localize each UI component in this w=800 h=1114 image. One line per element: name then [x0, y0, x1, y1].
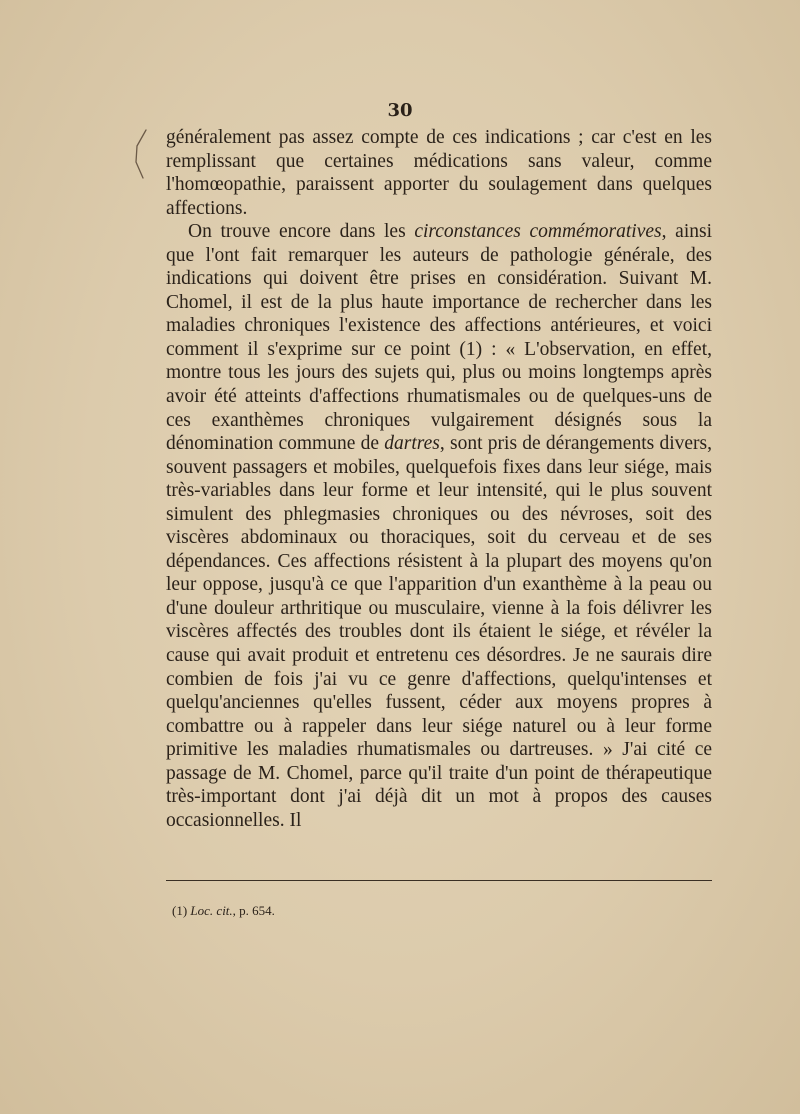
footnote-page: , p. 654.: [232, 903, 275, 918]
footnote-separator: [166, 880, 712, 881]
text-run: , sont pris de dérangements divers, souvent passagers et mobiles, quelquefois fixes dans leur siége, mais très-variables dans leur forme et leur intensité, qui le plus souvent simulent des phlegmasies chroniques ou des névroses, soit des viscères abdominaux ou thoraciques, soit du cerveau et de ses dépendances. Ces affections résistent à la plupart des moyens qu'on leur oppose, jusqu'à ce que l'apparition d'un exanthème à la peau ou d'une douleur arthritique ou musculaire, vienne à la fois délivrer les viscères affectés des troubles dont ils étaient le siége, et révéler la cause qui avait produit et entretenu ces désordres. Je ne saurais dire combien de fois j'ai vu ce genre d'affections, quelqu'intenses et quelqu'anciennes qu'elles fussent, céder aux moyens propres à combattre ou à rappeler dans leur siége naturel ou à leur forme primitive les maladies rhumatismales ou dartreuses. » J'ai cité ce passage de M. Chomel, parce qu'il traite d'un point de thérapeutique très-important dont j'ai déjà dit un mot à propos des causes occasionnelles. Il: [166, 433, 712, 831]
paragraph: [166, 126, 712, 220]
body-text: [166, 126, 712, 832]
italic-phrase: dartres: [384, 433, 440, 455]
footnote: [172, 903, 275, 919]
text-run: , ainsi que l'ont fait remarquer les auteurs de pathologie générale, des indications qui doivent être prises en considération. Suivant M. Chomel, il est de la plus haute importance de rechercher dans les maladies chroniques l'existence des affections antérieures, et voici comment il s'exprime sur ce point (1) : « L'observation, en effet, montre tous les jours des sujets qui, plus ou moins longtemps après avoir été atteints d'affections rhumatismales ou de quelques-uns de ces exanthèmes chroniques vulgairement désignés sous la dénomination commune de: [166, 221, 712, 455]
italic-phrase: circonstances commémoratives: [414, 221, 662, 243]
text-run: généralement pas assez compte de ces indications ; car c'est en les remplissant que certaines médications sans valeur, comme l'homœopathie, paraissent apporter du soulagement dans quelques affections.: [166, 127, 712, 219]
footnote-source: Loc. cit.: [190, 903, 233, 918]
page-number: 30: [387, 100, 413, 121]
margin-pencil-mark: [128, 128, 150, 180]
text-run: On trouve encore dans les: [188, 221, 415, 243]
footnote-marker: (1): [172, 903, 188, 918]
paragraph: [166, 220, 712, 832]
